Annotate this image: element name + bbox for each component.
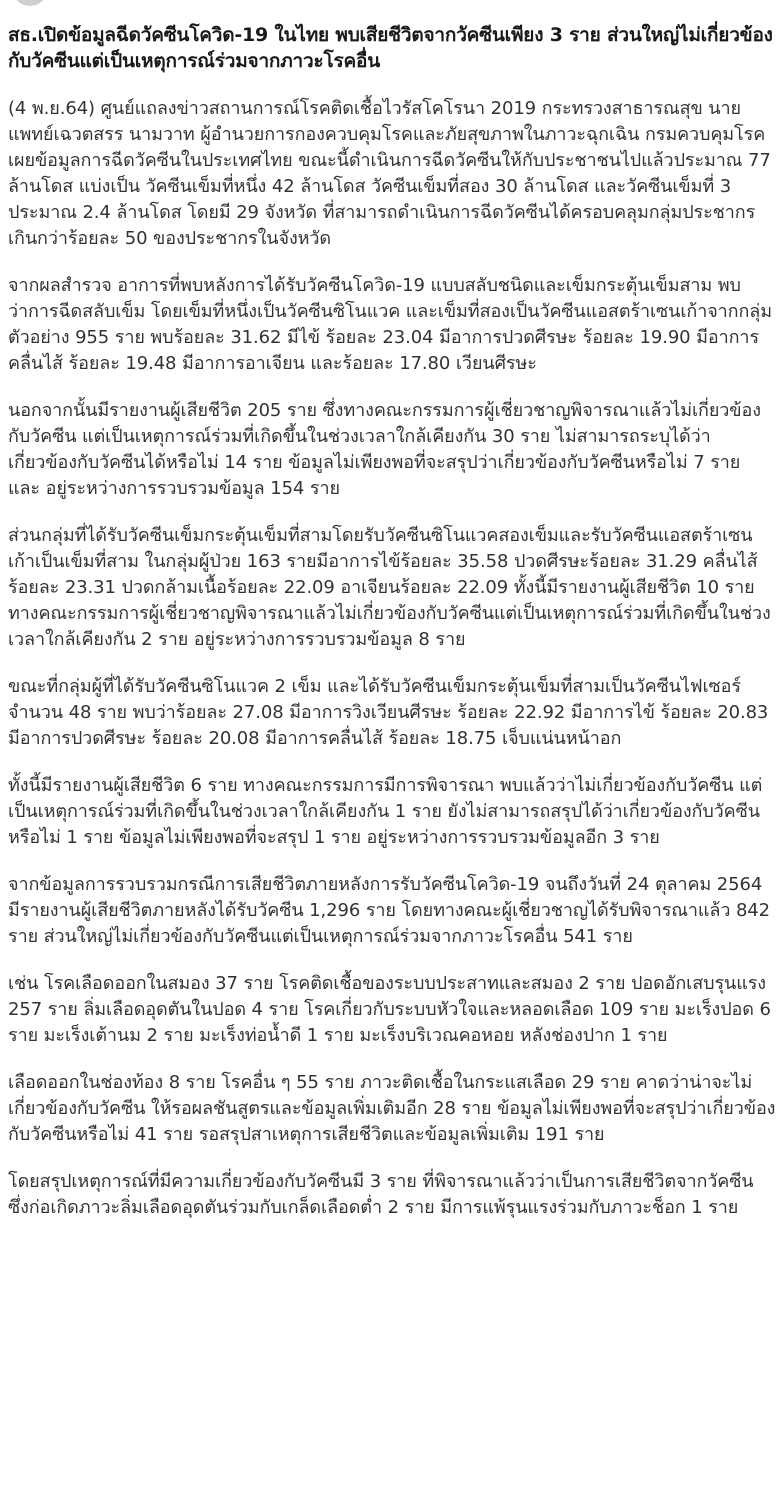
article-paragraph: เช่น โรคเลือดออกในสมอง 37 ราย โรคติดเชื้อของระบบประสาทและสมอง 2 ราย ปอดอักเสบรุนแรง 257 ราย ลิ่มเลือดอุดตันในปอด 4 ราย โรคเกี่ยวกับระบบหัวใจและหลอดเลือด 109 ราย มะเร็งปอด 6 ราย มะเร็งเต้านม 2 ราย มะเร็งท่อน้ำดี 1 ราย มะเร็งบริเวณคอหอย หลังช่องปาก 1 ราย: [8, 973, 771, 1046]
article-paragraph: เลือดออกในช่องท้อง 8 ราย โรคอื่น ๆ 55 ราย ภาวะติดเชื้อในกระแสเลือด 29 ราย คาดว่าน่าจะไม่เกี่ยวข้องกับวัคซีน ให้รอผลชันสูตรและข้อมูลเพิ่มเติมอีก 28 ราย ข้อมูลไม่เพียงพอที่จะสรุปว่าเกี่ยวข้องกับวัคซีนหรือไม่ 41 ราย รอสรุปสาเหตุการเสียชีวิตและข้อมูลเพิ่มเติม 191 ราย: [8, 1072, 776, 1145]
article-paragraph: ทั้งนี้มีรายงานผู้เสียชีวิต 6 ราย ทางคณะกรรมการมีการพิจารณา พบแล้วว่าไม่เกี่ยวข้องกับวัคซีน แต่เป็นเหตุการณ์ร่วมที่เกิดขึ้นในช่วงเวลาใกล้เคียงกัน 1 ราย ยังไม่สามารถสรุปได้ว่าเกี่ยวข้องกับวัคซีนหรือไม่ 1 ราย ข้อมูลไม่เพียงพอที่จะสรุป 1 ราย อยู่ระหว่างการรวบรวมข้อมูลอีก 3 ราย: [8, 775, 763, 848]
avatar: [12, 0, 48, 6]
article-headline: สธ.เปิดข้อมูลฉีดวัคซีนโควิด-19 ในไทย พบเสียชีวิตจากวัคซีนเพียง 3 ราย ส่วนใหญ่ไม่เกี่ยวข้องกับวัคซีนแต่เป็นเหตุการณ์ร่วมจากภาวะโรคอื่น: [8, 24, 773, 72]
article-paragraph: จากผลสำรวจ อาการที่พบหลังการได้รับวัคซีนโควิด-19 แบบสลับชนิดและเข็มกระตุ้นเข็มสาม พบว่าการฉีดสลับเข็ม โดยเข็มที่หนึ่งเป็นวัคซีนซิโนแวค และเข็มที่สองเป็นวัคซีนแอสตร้าเซนเก้าจากกลุ่มตัวอย่าง 955 ราย พบร้อยละ 31.62 มีไข้ ร้อยละ 23.04 มีอาการปวดศีรษะ ร้อยละ 19.90 มีอาการคลื่นไส้ ร้อยละ 19.48 มีอาการอาเจียน และร้อยละ 17.80 เวียนศีรษะ: [8, 275, 772, 374]
article-paragraph: จากข้อมูลการรวบรวมกรณีการเสียชีวิตภายหลังการรับวัคซีนโควิด-19 จนถึงวันที่ 24 ตุลาคม 2564 มีรายงานผู้เสียชีวิตภายหลังได้รับวัคซีน 1,296 ราย โดยทางคณะผู้เชี่ยวชาญได้รับพิจารณาแล้ว 842 ราย ส่วนใหญ่ไม่เกี่ยวข้องกับวัคซีนแต่เป็นเหตุการณ์ร่วมจากภาวะโรคอื่น 541 ราย: [8, 874, 771, 947]
article-paragraph: นอกจากนั้นมีรายงานผู้เสียชีวิต 205 ราย ซึ่งทางคณะกรรมการผู้เชี่ยวชาญพิจารณาแล้วไม่เกี่ยวข้องกับวัคซีน แต่เป็นเหตุการณ์ร่วมที่เกิดขึ้นในช่วงเวลาใกล้เคียงกัน 30 ราย ไม่สามารถระบุได้ว่าเกี่ยวข้องกับวัคซีนได้หรือไม่ 14 ราย ข้อมูลไม่เพียงพอที่จะสรุปว่าเกี่ยวข้องกับวัคซีนหรือไม่ 7 ราย และ อยู่ระหว่างการรวบรวมข้อมูล 154 ราย: [8, 400, 761, 499]
article-paragraph: โดยสรุปเหตุการณ์ที่มีความเกี่ยวข้องกับวัคซีนมี 3 ราย ที่พิจารณาแล้วว่าเป็นการเสียชีวิตจากวัคซีน ซึ่งก่อเกิดภาวะลิ่มเลือดอุดตันร่วมกับเกล็ดเลือดต่ำ 2 ราย มีการแพ้รุนแรงร่วมกับภาวะช็อก 1 ราย: [8, 1171, 754, 1218]
article-paragraph: ส่วนกลุ่มที่ได้รับวัคซีนเข็มกระตุ้นเข็มที่สามโดยรับวัคซีนซิโนแวคสองเข็มและรับวัคซีนแอสตร้าเซนเก้าเป็นเข็มที่สาม ในกลุ่มผู้ป่วย 163 รายมีอาการไข้ร้อยละ 35.58 ปวดศีรษะร้อยละ 31.29 คลื่นไส้ร้อยละ 23.31 ปวดกล้ามเนื้อร้อยละ 22.09 อาเจียนร้อยละ 22.09 ทั้งนี้มีรายงานผู้เสียชีวิต 10 ราย ทางคณะกรรมการผู้เชี่ยวชาญพิจารณาแล้วไม่เกี่ยวข้องกับวัคซีนแต่เป็นเหตุการณ์ร่วมที่เกิดขึ้นในช่วงเวลาใกล้เคียงกัน 2 ราย อยู่ระหว่างการรวบรวมข้อมูล 8 ราย: [8, 525, 771, 650]
article-paragraph: (4 พ.ย.64) ศูนย์แถลงข่าวสถานการณ์โรคติดเชื้อไวรัสโคโรนา 2019 กระทรวงสาธารณสุข นายแพทย์เฉวตสรร นามวาท ผู้อำนวยการกองควบคุมโรคและภัยสุขภาพในภาวะฉุกเฉิน กรมควบคุมโรค เผยข้อมูลการฉีดวัคซีนในประเทศไทย ขณะนี้ดำเนินการฉีดวัคซีนให้กับประชาชนไปแล้วประมาณ 77 ล้านโดส แบ่งเป็น วัคซีนเข็มที่หนึ่ง 42 ล้านโดส วัคซีนเข็มที่สอง 30 ล้านโดส และวัคซีนเข็มที่ 3 ประมาณ 2.4 ล้านโดส โดยมี 29 จังหวัด ที่สามารถดำเนินการฉีดวัคซีนได้ครอบคลุมกลุ่มประชากรเกินกว่าร้อยละ 50 ของประชากรในจังหวัด: [8, 98, 771, 249]
article-paragraph: ขณะที่กลุ่มผู้ที่ได้รับวัคซีนซิโนแวค 2 เข็ม และได้รับวัคซีนเข็มกระตุ้นเข็มที่สามเป็นวัคซีนไฟเซอร์จำนวน 48 ราย พบว่าร้อยละ 27.08 มีอาการวิงเวียนศีรษะ ร้อยละ 22.92 มีอาการไข้ ร้อยละ 20.83 มีอาการปวดศีรษะ ร้อยละ 20.08 มีอาการคลื่นไส้ ร้อยละ 18.75 เจ็บแน่นหน้าอก: [8, 676, 769, 749]
article: [8, 22, 776, 1242]
